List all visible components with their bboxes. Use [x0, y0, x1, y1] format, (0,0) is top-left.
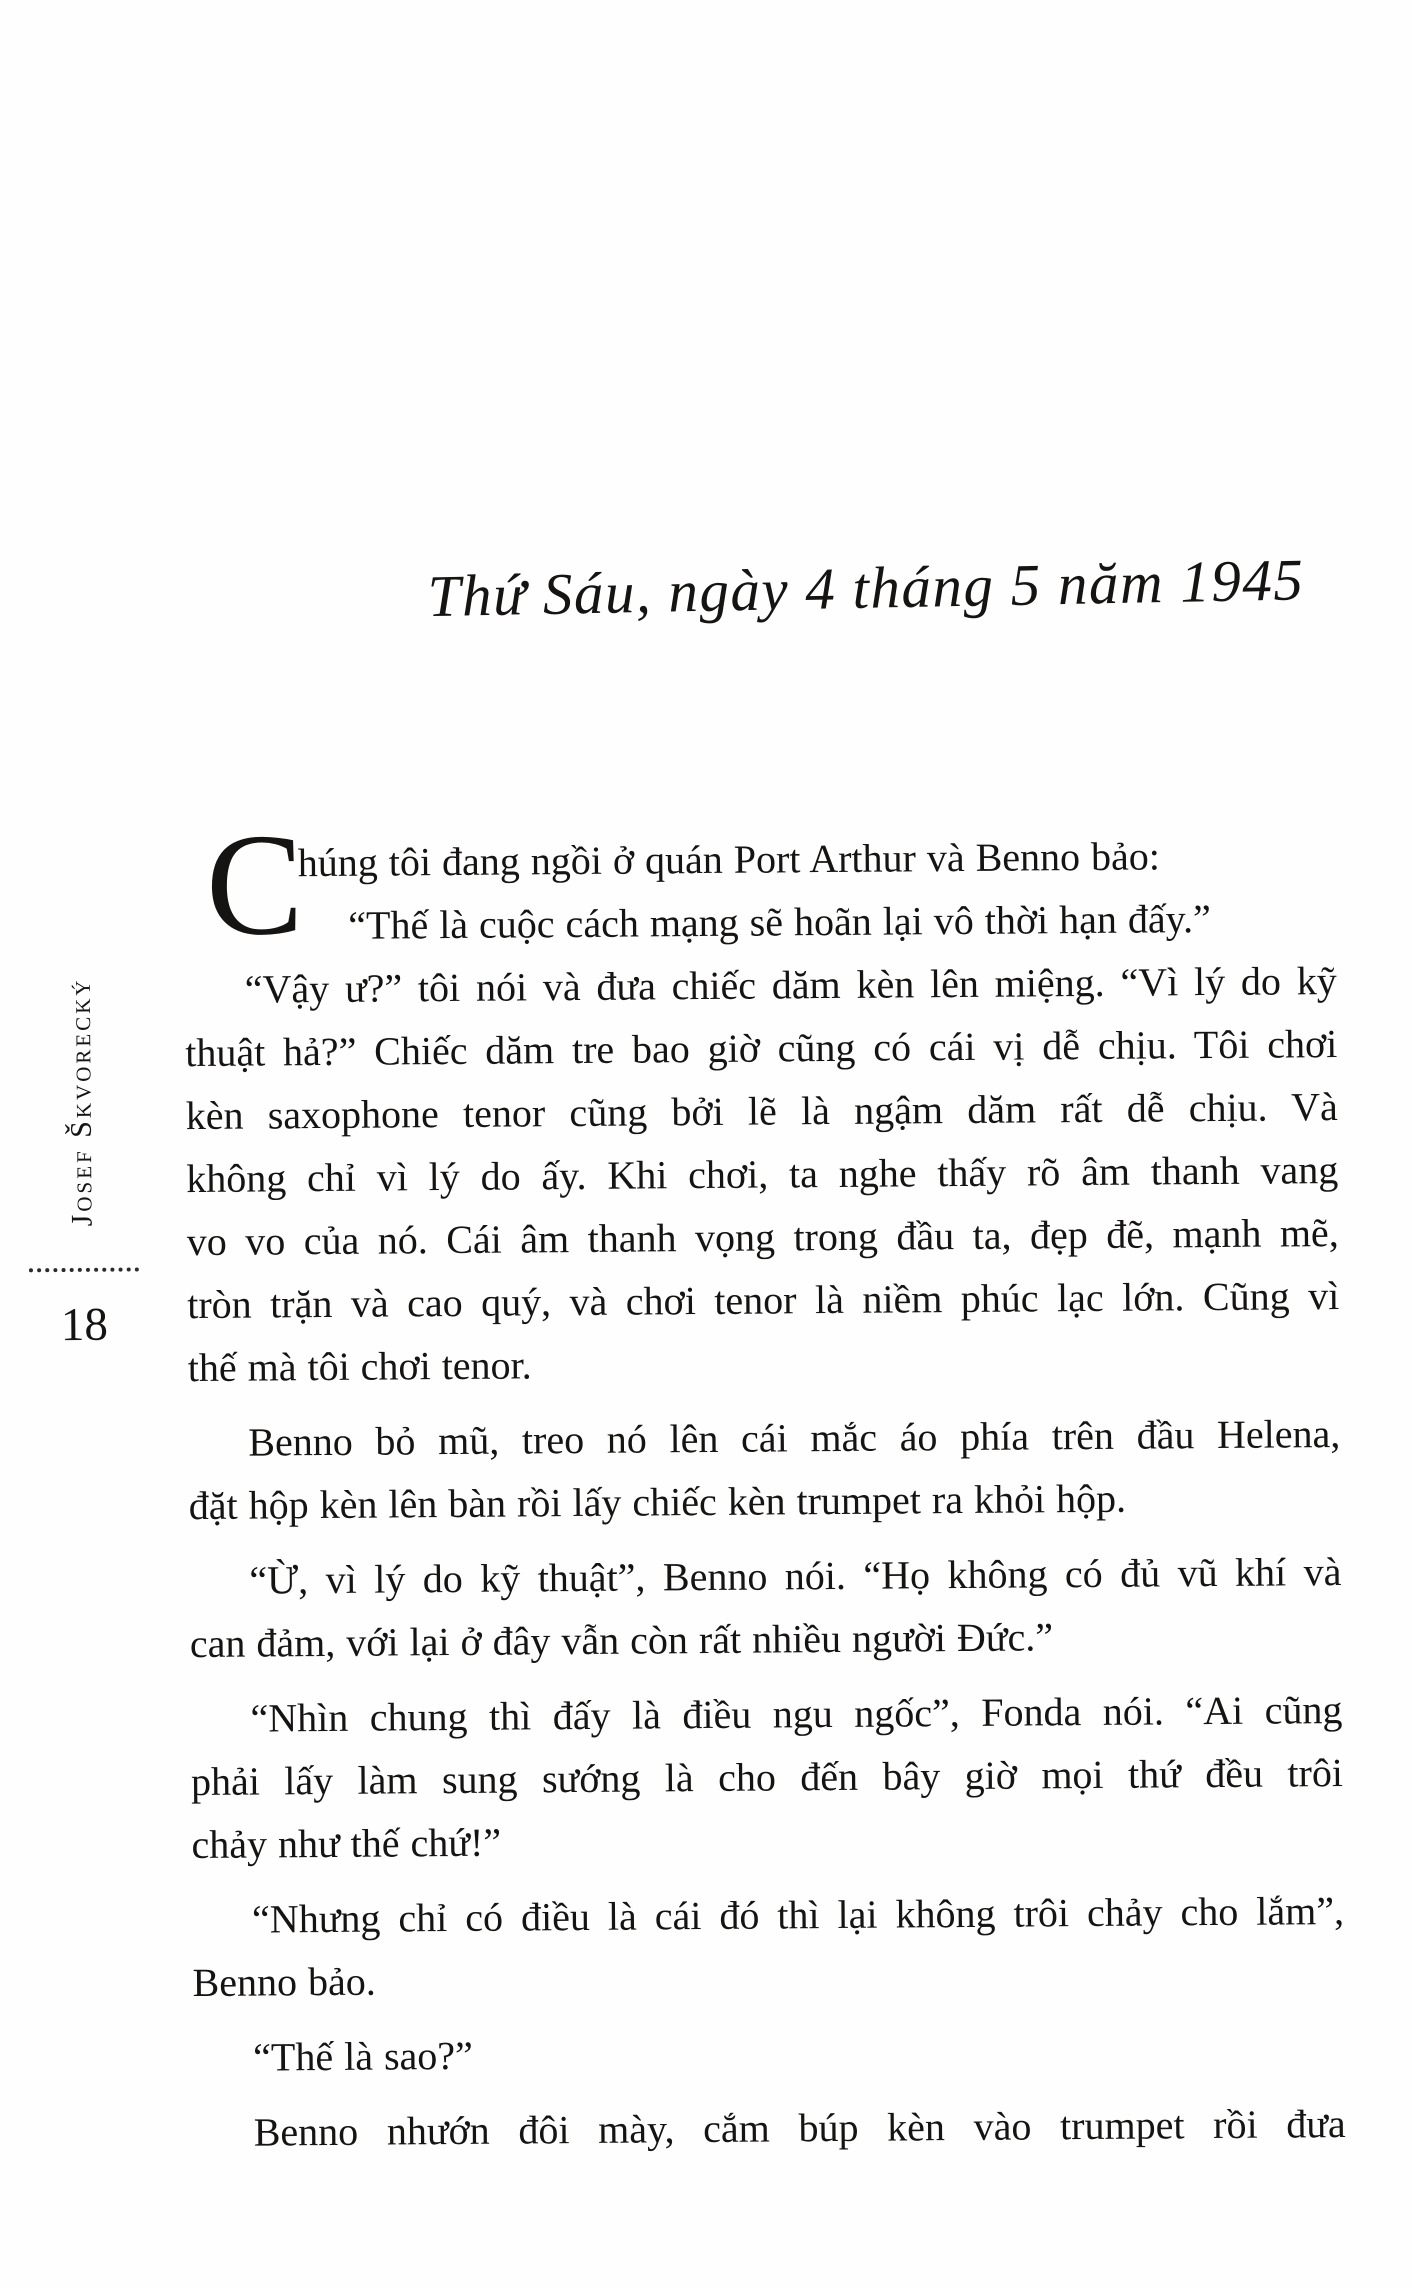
page-number: 18 — [60, 1298, 109, 1352]
drop-cap: C — [205, 803, 304, 966]
body-line: thuật hả?” Chiếc dăm tre bao giờ cũng có cái vị dễ chịu. Tôi chơi — [185, 1021, 1338, 1076]
body-line: không chỉ vì lý do ấy. Khi chơi, ta nghe thấy rõ âm thanh vang — [186, 1147, 1339, 1202]
body-line: Benno nhướn đôi mày, cắm búp kèn vào trumpet rồi đưa — [253, 2101, 1346, 2155]
body-line: “Vậy ư?” tôi nói và đưa chiếc dăm kèn lên miệng. “Vì lý do kỹ — [244, 958, 1337, 1012]
body-line: Benno bỏ mũ, treo nó lên cái mắc áo phía trên đầu Helena, — [248, 1411, 1341, 1465]
body-line: “Nhưng chỉ có điều là cái đó thì lại không trôi chảy cho lắm”, — [251, 1888, 1345, 1942]
paragraph — [184, 803, 1337, 966]
body-line: Benno bảo. — [192, 1958, 376, 2006]
chapter-title: Thứ Sáu, ngày 4 tháng 5 năm 1945 — [427, 546, 1305, 630]
body-line: tròn trặn và cao quý, và chơi tenor là niềm phúc lạc lớn. Cũng vì — [187, 1273, 1340, 1328]
paragraph — [188, 1402, 1341, 1537]
body-line: húng tôi đang ngồi ở quán Port Arthur và Benno bảo: — [297, 833, 1161, 886]
dotted-separator — [29, 1267, 139, 1272]
body-line: kèn saxophone tenor cũng bởi lẽ là ngậm dăm rất dễ chịu. Và — [185, 1084, 1338, 1139]
body-line: thế mà tôi chơi tenor. — [187, 1342, 532, 1391]
paragraph — [189, 1540, 1342, 1675]
paragraph — [190, 1678, 1343, 1876]
body-text — [184, 803, 1346, 2164]
paragraph — [185, 949, 1340, 1399]
body-line: “Thế là sao?” — [252, 2032, 473, 2080]
body-line: can đảm, với lại ở đây vẫn còn rất nhiều người Đức.” — [189, 1614, 1054, 1667]
paragraph — [192, 1879, 1345, 2014]
paragraph — [193, 2017, 1345, 2089]
body-line: vo vo của nó. Cái âm thanh vọng trong đầu ta, đẹp đẽ, mạnh mẽ, — [186, 1210, 1339, 1265]
author-sidebar-vertical: Josef Škvorecký — [63, 977, 99, 1227]
body-line: “Nhìn chung thì đấy là điều ngu ngốc”, Fonda nói. “Ai cũng — [250, 1687, 1343, 1741]
paragraph — [194, 2092, 1346, 2164]
body-line: chảy như thế chứ!” — [191, 1819, 502, 1868]
body-line: “Thế là cuộc cách mạng sẽ hoãn lại vô thời hạn đấy.” — [348, 896, 1211, 948]
body-line: “Ừ, vì lý do kỹ thuật”, Benno nói. “Họ không có đủ vũ khí và — [249, 1549, 1342, 1603]
body-line: phải lấy làm sung sướng là cho đến bây giờ mọi thứ đều trôi — [190, 1750, 1344, 1805]
body-line: đặt hộp kèn lên bàn rồi lấy chiếc kèn trumpet ra khỏi hộp. — [188, 1475, 1127, 1529]
